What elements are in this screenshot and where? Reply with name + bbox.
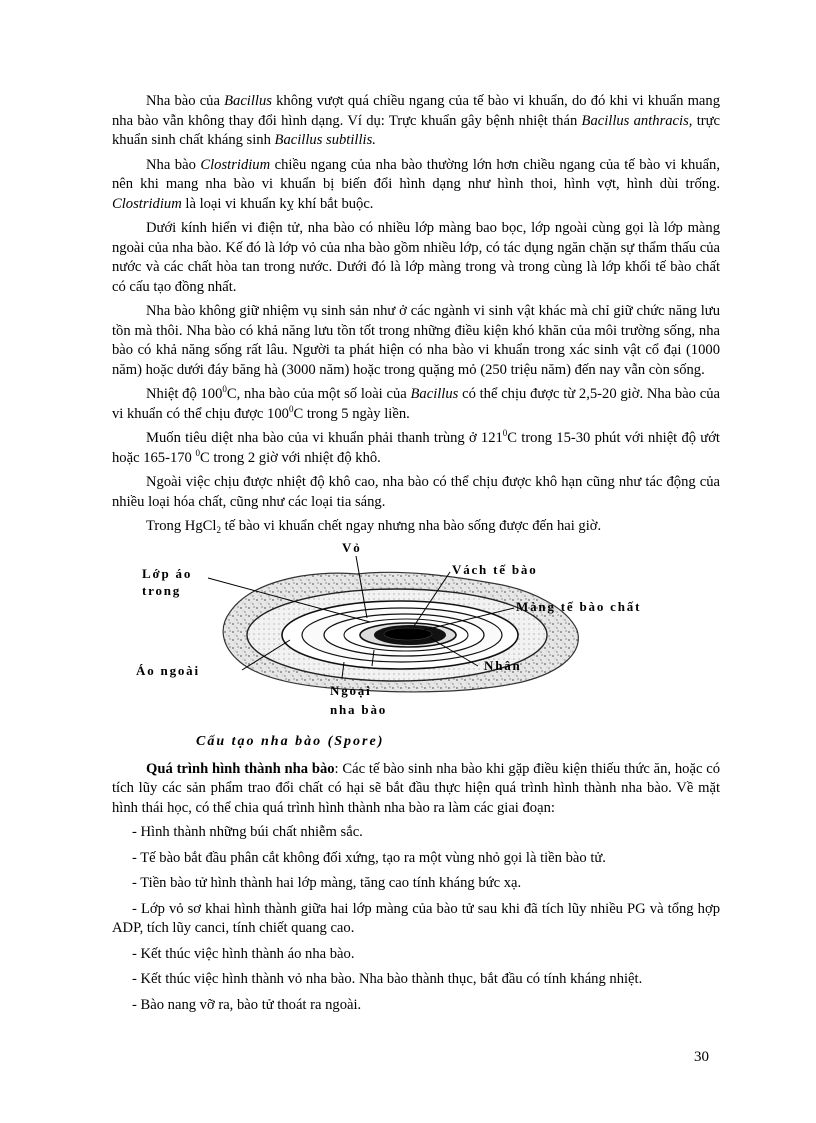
step-item: - Tiền bào tử hình thành hai lớp màng, tăng cao tính kháng bức xạ. [132, 875, 522, 891]
paragraph-bacillus: Nha bào của Bacillus không vượt quá chiều ngang của tế bào vi khuẩn, do đó khi vi khuẩn mang nha bào vẫn không thay đổi hình dạng. Ví dụ: Trực khuẩn gây bệnh nhiệt thán Bacillus anthracis, trực khuẩn sinh chất kháng sinh Bacillus subtillis. [112, 93, 720, 148]
spore-structure-figure [112, 542, 720, 732]
spore-diagram [112, 542, 720, 732]
figure-caption: Cấu tạo nha bào (Spore) [196, 733, 385, 749]
paragraph-temperature: Nhiệt độ $100^0C$, nha bào của một số loài của Bacillus có thể chịu được từ 2,5-20 giờ. Nha bào của vi khuẩn có thể chịu được $100^0C$ trong 5 ngày liền. [112, 384, 720, 422]
paragraph-spore-formation: Quá trình hình thành nha bào: Các tế bào sinh nha bào khi gặp điều kiện thiếu thức ăn, hoặc có tích lũy các sản phẩm trao đổi chất có hại sẽ bắt đầu thực hiện quá trình hình thành nha bào. Về mặt hình thái học, có thể chia quá trình hình thành nha bào ra làm các giai đoạn: [112, 760, 720, 816]
step-item: - Tế bào bắt đầu phân cắt không đối xứng, tạo ra một vùng nhỏ gọi là tiền bào tử. [132, 849, 606, 866]
step-item: - Bào nang vỡ ra, bào tử thoát ra ngoài. [132, 996, 362, 1013]
label-ngoai-nha-bao-line2: nha bào [330, 701, 388, 717]
label-lop-ao-trong-line1: Lớp áo [142, 565, 193, 581]
step-item: - Hình thành những búi chất nhiễm sắc. [132, 824, 363, 840]
step-item: - Kết thúc việc hình thành áo nha bào. [132, 945, 355, 962]
paragraph-clostridium: Nha bào Clostridium chiều ngang của nha bào thường lớn hơn chiều ngang của tế bào vi khuẩn, nên khi mang nha bào vi khuẩn bị biến đổi hình dạng như hình thoi, hình vợt, hình dùi trống. Clostridium là loại vi khuẩn kỵ khí bắt buộc. [112, 156, 720, 212]
paragraph-electron-microscope: Dưới kính hiển vi điện tử, nha bào có nhiều lớp màng bao bọc, lớp ngoài cùng gọi là lớp màng ngoài của nha bào. Kế đó là lớp vỏ của nha bào gồm nhiều lớp, có tác dụng ngăn chặn sự thẩm thấu của nước và các chất hòa tan trong nước. Dưới đó là lớp màng trong và trong cùng là lớp khối tế bào chất có cấu tạo đồng nhất. [112, 220, 720, 295]
label-lop-ao-trong-line2: trong [142, 582, 182, 598]
step-item: - Kết thúc việc hình thành vỏ nha bào. Nha bào thành thục, bắt đầu có tính kháng nhiệt. [132, 971, 643, 987]
label-ao-ngoai: Áo ngoài [136, 662, 200, 678]
label-vach-te-bao: Vách tế bào [452, 561, 538, 577]
step-item: - Lớp vỏ sơ khai hình thành giữa hai lớp màng của bào tử sau khi đã tích lũy nhiều PG và tổng hợp ADP, tích lũy canci, tính chiết quang cao. [112, 900, 720, 936]
label-ngoai-nha-bao-line1: Ngoại [330, 682, 372, 698]
label-vo: Vỏ [342, 541, 362, 555]
paragraph-resistance: Ngoài việc chịu được nhiệt độ khô cao, nha bào có thể chịu được khô hạn cũng như tác động của nhiều loại hóa chất, cũng như các loại tia sáng. [112, 474, 720, 510]
label-nhan: Nhân [484, 657, 522, 673]
page-content [112, 92, 720, 1021]
label-mang-te-bao-chat: Màng tế bào chất [516, 598, 642, 614]
paragraph-hgcl2: Trong HgCl$_2$ tế bào vi khuẩn chết ngay nhưng nha bào sống được đến hai giờ. [146, 518, 602, 535]
paragraph-survival: Nha bào không giữ nhiệm vụ sinh sản như ở các ngành vi sinh vật khác mà chỉ giữ chức năng lưu tồn mà thôi. Nha bào có khả năng lưu tồn tốt trong những điều kiện khó khăn của môi trường sống, nha bào có khả năng sống rất lâu. Người ta phát hiện có nha bào vi khuẩn trong xác sinh vật cổ đại (1000 năm) hoặc dưới đáy băng hà (3000 năm) hoặc trong quặng mỏ (250 triệu năm) đến nay vẫn còn sống. [112, 303, 720, 378]
paragraph-sterilization: Muốn tiêu diệt nha bào của vi khuẩn phải thanh trùng ở $121^0C$ trong 15-30 phút với nhiệt độ ướt hoặc 165-170 $^0$C trong 2 giờ với nhiệt độ khô. [112, 428, 720, 466]
page-number: 30 [694, 1049, 709, 1065]
